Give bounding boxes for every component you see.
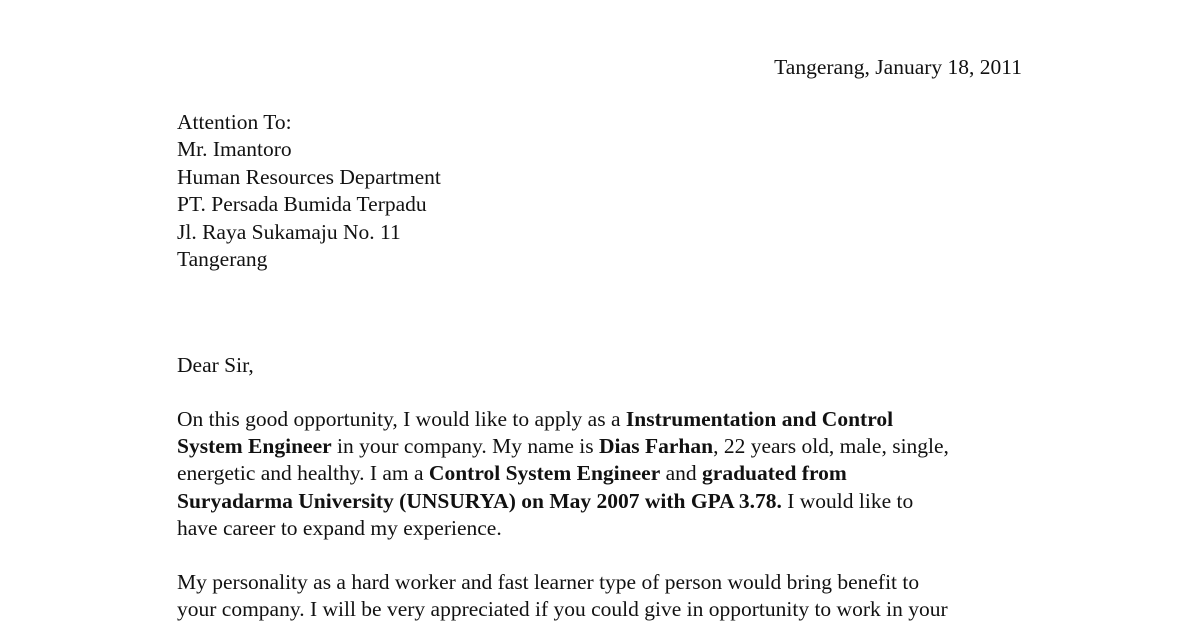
recipient-department: Human Resources Department xyxy=(177,164,441,189)
salutation: Dear Sir, xyxy=(177,353,254,377)
applicant-name: Dias Farhan xyxy=(598,434,714,459)
recipient-address-block xyxy=(177,109,441,273)
body-paragraph-2 xyxy=(177,569,948,623)
attention-line: Attention To: xyxy=(177,110,292,134)
paragraph-line xyxy=(177,460,949,487)
recipient-street: Jl. Raya Sukamaju No. 11 xyxy=(177,219,401,244)
paragraph-line: your company. I will be very appreciated if you could give in opportunity to work in your xyxy=(177,597,948,622)
letter-date: Tangerang, January 18, 2011 xyxy=(774,55,1022,79)
text-run: and xyxy=(660,461,703,486)
recipient-name: Mr. Imantoro xyxy=(177,137,292,162)
job-position-text: System Engineer xyxy=(177,434,332,459)
text-run: in your company. My name is xyxy=(331,434,599,459)
text-run: , 22 years old, male, single, xyxy=(713,434,949,459)
profession-text: Control System Engineer xyxy=(428,461,661,486)
paragraph-line xyxy=(177,433,949,460)
text-run: I would like to xyxy=(781,488,914,513)
text-run: On this good opportunity, I would like to apply as a xyxy=(177,407,626,431)
recipient-company: PT. Persada Bumida Terpadu xyxy=(177,192,427,217)
paragraph-line xyxy=(177,406,949,433)
education-text: Suryadarma University (UNSURYA) on May 2007 with GPA 3.78. xyxy=(177,488,782,513)
recipient-city: Tangerang xyxy=(177,247,268,272)
text-run: energetic and healthy. I am a xyxy=(177,461,429,486)
body-paragraph-1 xyxy=(177,406,949,542)
job-position-text: Instrumentation and Control xyxy=(625,407,894,431)
education-text: graduated from xyxy=(702,461,847,486)
paragraph-line: have career to expand my experience. xyxy=(177,515,502,540)
paragraph-line xyxy=(177,488,949,515)
paragraph-line: My personality as a hard worker and fast learner type of person would bring benefit to xyxy=(177,570,920,594)
